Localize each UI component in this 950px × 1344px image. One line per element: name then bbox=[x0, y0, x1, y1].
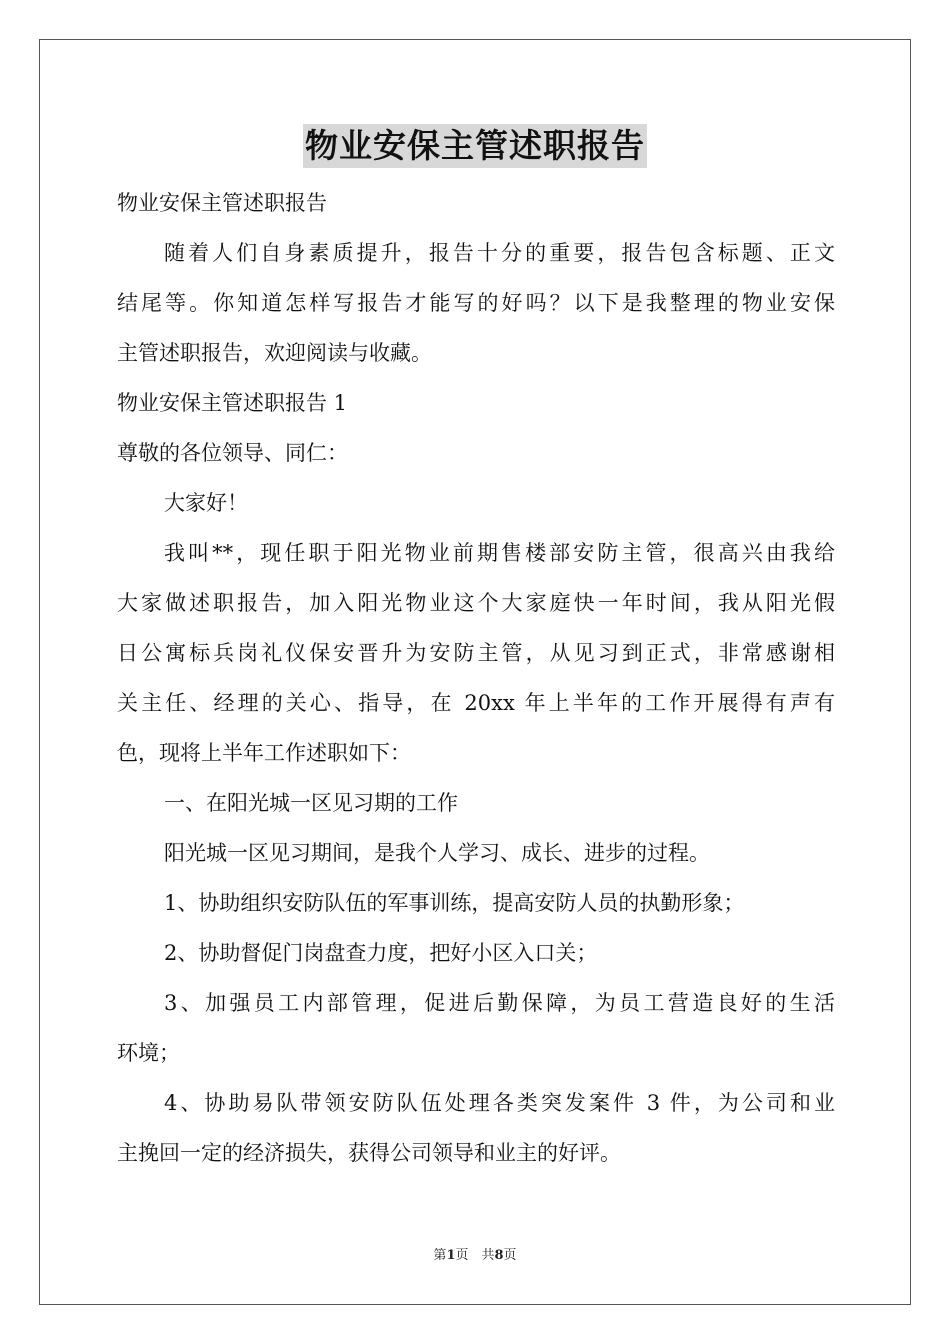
page-footer bbox=[0, 1244, 950, 1263]
text-line: 物业安保主管述职报告 bbox=[117, 191, 327, 215]
text-line: 随着人们自身素质提升，报告十分的重要，报告包含标题、正文 bbox=[164, 241, 835, 265]
text-line: 一、在阳光城一区见习期的工作 bbox=[164, 791, 458, 815]
document-title: 物业安保主管述职报告 bbox=[303, 124, 647, 168]
footer-prefix: 第 bbox=[433, 1248, 447, 1263]
footer-page-number: 1 bbox=[446, 1248, 456, 1263]
text-line: 主管述职报告，欢迎阅读与收藏。 bbox=[117, 341, 432, 365]
footer-total-pages: 8 bbox=[494, 1248, 504, 1263]
text-line: 1、协助组织安防队伍的军事训练，提高安防人员的执勤形象； bbox=[164, 891, 745, 915]
text-line: 3、加强员工内部管理，促进后勤保障，为员工营造良好的生活 bbox=[164, 991, 835, 1015]
text-line: 阳光城一区见习期间，是我个人学习、成长、进步的过程。 bbox=[164, 841, 710, 865]
text-line: 大家好！ bbox=[164, 491, 248, 515]
text-line: 主挽回一定的经济损失，获得公司领导和业主的好评。 bbox=[117, 1141, 621, 1165]
text-line: 我叫**，现任职于阳光物业前期售楼部安防主管，很高兴由我给 bbox=[164, 541, 835, 565]
text-line: 日公寓标兵岗礼仪保安晋升为安防主管，从见习到正式，非常感谢相 bbox=[117, 641, 835, 665]
document-body bbox=[117, 178, 835, 1178]
text-line: 关主任、经理的关心、指导，在 20xx 年上半年的工作开展得有声有 bbox=[117, 691, 835, 715]
text-line: 尊敬的各位领导、同仁： bbox=[117, 441, 348, 465]
title-container bbox=[0, 124, 950, 168]
footer-mid: 页 共 bbox=[455, 1248, 495, 1263]
footer-suffix: 页 bbox=[503, 1248, 517, 1263]
text-line: 色，现将上半年工作述职如下： bbox=[117, 741, 411, 765]
text-line: 4、协助易队带领安防队伍处理各类突发案件 3 件，为公司和业 bbox=[164, 1091, 835, 1115]
text-line: 2、协助督促门岗盘查力度，把好小区入口关； bbox=[164, 941, 598, 965]
text-line: 大家做述职报告，加入阳光物业这个大家庭快一年时间，我从阳光假 bbox=[117, 591, 835, 615]
text-line: 结尾等。你知道怎样写报告才能写的好吗？以下是我整理的物业安保 bbox=[117, 291, 835, 315]
text-line: 环境； bbox=[117, 1041, 180, 1065]
text-line: 物业安保主管述职报告 1 bbox=[117, 391, 348, 415]
